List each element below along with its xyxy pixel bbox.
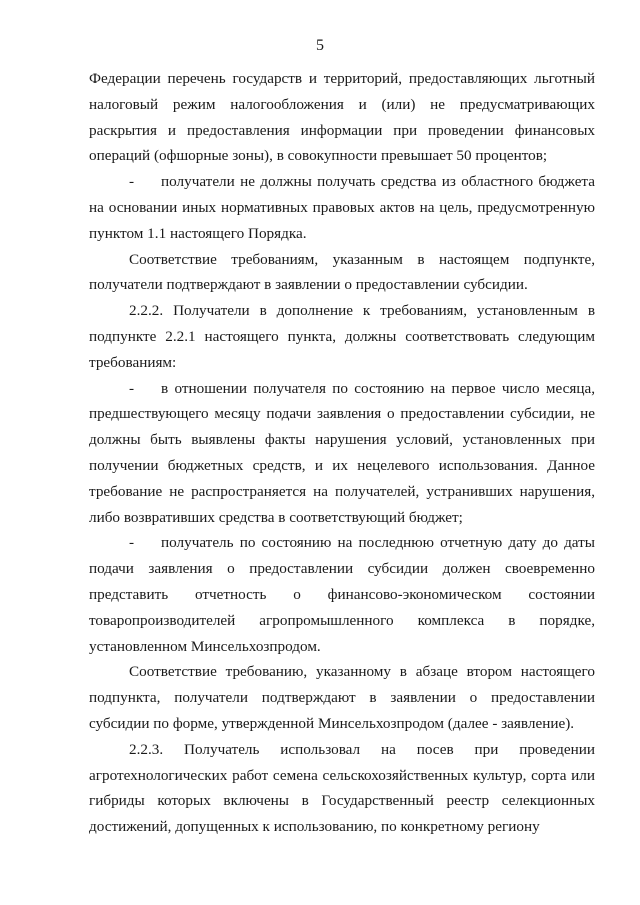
list-dash-marker: - bbox=[129, 534, 135, 552]
list-item-no-violations bbox=[89, 376, 595, 531]
list-item-text: получатели не должны получать средства из областного бюджета на основании иных нормативных правовых актов на цель, предусмотренную пунктом 1.1 настоящего Порядка. bbox=[89, 173, 595, 242]
paragraph-compliance-confirmation: Соответствие требованиям, указанным в настоящем подпункте, получатели подтверждают в заявлении о предоставлении субсидии. bbox=[89, 250, 595, 294]
paragraph-application-form: Соответствие требованию, указанному в абзаце втором настоящего подпункта, получатели подтверждают в заявлении о предоставлении субсидии по форме, утвержденной Минсельхозпродом (далее - заявление). bbox=[89, 663, 595, 732]
paragraph-section-2-2-3: 2.2.3. Получатель использовал на посев при проведении агротехнологических работ семена сельскохозяйственных культур, сорта или гибриды которых включены в Государственный реестр селекционных достижений, допущенных к использованию, по конкретному региону bbox=[89, 740, 595, 836]
list-item-reporting bbox=[89, 530, 595, 659]
list-item-text: получатель по состоянию на последнюю отчетную дату до даты подачи заявления о предоставлении субсидии должен своевременно представить отчетность о финансово-экономическом состоянии товаропроизводителей агропромышленного комплекса в порядке, установленном Минсельхозпродом. bbox=[89, 534, 595, 655]
list-item-no-other-funding bbox=[89, 169, 595, 246]
list-dash-marker: - bbox=[129, 173, 135, 191]
paragraph-offshore-continuation: Федерации перечень государств и территорий, предоставляющих льготный налоговый режим налогообложения и (или) не предусматривающих раскрытия и предоставления информации при проведении финансовых операций (офшорные зоны), в совокупности превышает 50 процентов; bbox=[89, 70, 595, 165]
document-body bbox=[89, 66, 595, 840]
list-item-text: в отношении получателя по состоянию на первое число месяца, предшествующего месяцу подачи заявления о предоставлении субсидии, не должны быть выявлены факты нарушения условий, установленных при получении бюджетных средств, и их нецелевого использования. Данное требование не распространяется на получателей, устранивших нарушения, либо возвративших средства в соответствующий бюджет; bbox=[89, 379, 595, 526]
list-dash-marker: - bbox=[129, 379, 135, 397]
paragraph-section-2-2-2: 2.2.2. Получатели в дополнение к требованиям, установленным в подпункте 2.2.1 настоящего пункта, должны соответствовать следующим требованиям: bbox=[89, 302, 595, 371]
page-number: 5 bbox=[316, 37, 324, 54]
